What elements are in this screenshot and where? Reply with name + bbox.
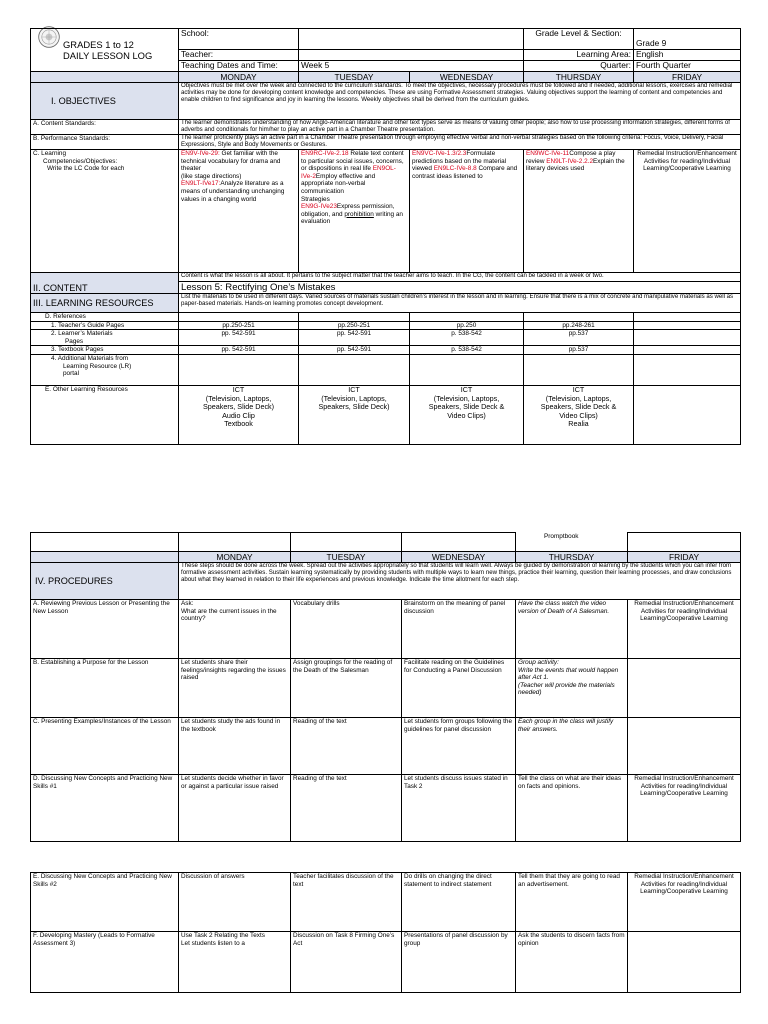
- lesson-log-page-1: [30, 28, 741, 445]
- day-header-tuesday: TUESDAY: [291, 552, 402, 563]
- resource-line: Speakers, Slide Deck): [318, 402, 390, 412]
- performance-standards-label: B. Performance Standards:: [31, 135, 179, 150]
- empty-cell: [179, 533, 291, 552]
- procedure-e-friday: Remedial Instruction/Enhancement Activities for reading/Individual Learning/Cooperative Learning: [628, 873, 741, 932]
- lc-text: Express permission, obligation, and: [301, 203, 395, 218]
- procedures-note: These steps should be done across the week. Spread out the activities appropriately so that students will learn well. Always be guided by demonstration of learning by the students which you can infer from formative assessment activities. Sustain learning systematically by providing students with multiple ways to learn new things, practice their learning, question their learning processes, and draw conclusions about what they learned in relation to their life experiences and previous knowledge. Indicate the time allotment for each step.: [179, 563, 741, 600]
- tg-friday: [634, 321, 741, 330]
- resource-line: Video Clips): [559, 410, 598, 420]
- dates-label: Teaching Dates and Time:: [179, 61, 299, 72]
- resource-line: ICT: [348, 385, 360, 394]
- lc-code: EN9OL-IVe-2: [301, 165, 396, 180]
- empty-cell: [31, 533, 179, 552]
- procedure-text: Write the events that would happen after Act 1.: [518, 666, 619, 682]
- procedure-a-tuesday: Vocabulary drills: [291, 600, 402, 659]
- resource-line: Realia: [568, 419, 589, 429]
- quarter-value: Fourth Quarter: [634, 61, 741, 72]
- tb-wednesday: p. 538-542: [410, 346, 524, 355]
- empty-cell: [299, 313, 410, 322]
- references-label: D. References: [31, 313, 179, 322]
- procedure-d-tuesday: Reading of the text: [291, 775, 402, 842]
- tg-wednesday: pp.250: [410, 321, 524, 330]
- procedure-b-monday: Let students share their feelings/insights regarding the issues raised: [179, 659, 291, 718]
- lc-text: Compose a play review: [526, 150, 616, 165]
- procedure-d-wednesday: Let students discuss issues stated in Task 2: [402, 775, 516, 842]
- procedure-e-monday: Discussion of answers: [179, 873, 291, 932]
- day-header-blank: [31, 72, 179, 83]
- other-resources-tuesday: [299, 385, 410, 444]
- resources-note: List the materials to be used in different days. Varied sources of materials sustain children’s interest in the lesson and in learning. Ensure that there is a mix of concrete and manipulative materials as well as paper-based materials. Hands-on learning promotes concept development.: [179, 294, 741, 313]
- objectives-label: I. OBJECTIVES: [31, 83, 179, 120]
- procedure-e-tuesday: Teacher facilitates discussion of the text: [291, 873, 402, 932]
- other-resources-monday: [179, 385, 299, 444]
- other-resources-label: E. Other Learning Resources: [31, 385, 179, 444]
- procedure-c-wednesday: Let students form groups following the guidelines for panel discussion: [402, 718, 516, 775]
- competencies-wednesday: [410, 150, 524, 273]
- lr-label-line3: portal: [63, 370, 79, 378]
- resource-line: Speakers, Slide Deck &: [540, 402, 617, 412]
- resource-line: ICT: [460, 385, 473, 394]
- procedure-b-tuesday: Assign groupings for the reading of the Death of the Salesman: [291, 659, 402, 718]
- resource-line: Speakers, Slide Deck &: [428, 402, 505, 412]
- procedure-f-monday: [179, 932, 291, 993]
- lesson-log-page-2: [30, 532, 741, 842]
- procedure-b-thursday: [516, 659, 628, 718]
- competencies-monday: [179, 150, 299, 273]
- empty-cell: [628, 718, 741, 775]
- day-header-wednesday: WEDNESDAY: [410, 72, 524, 83]
- tg-monday: pp.250-251: [179, 321, 299, 330]
- lc-code: EN9LT-IVe17:: [181, 180, 221, 188]
- teacher-value: [299, 50, 524, 61]
- lc-code: EN9WC-IVe-11: [526, 150, 570, 157]
- competencies-thursday: [524, 150, 634, 273]
- procedure-c-label: C. Presenting Examples/Instances of the Lesson: [31, 718, 179, 775]
- procedure-a-monday: [179, 600, 291, 659]
- empty-cell: [410, 313, 524, 322]
- tb-monday: pp. 542-591: [179, 346, 299, 355]
- lc-code: EN9V-IVe-29:: [181, 150, 220, 157]
- competencies-friday: Remedial Instruction/Enhancement Activities for reading/Individual Learning/Cooperative Learning: [634, 150, 741, 273]
- lc-code: EN9LC-IVe-8.8: [433, 165, 477, 173]
- day-header-blank: [31, 552, 179, 563]
- procedure-a-thursday: Have the class watch the video version of Death of A Salesman.: [516, 600, 628, 659]
- procedure-text: What are the current issues in the country?: [181, 607, 277, 623]
- dll-title: [31, 29, 179, 72]
- resource-line: Audio Clip: [222, 410, 255, 420]
- teacher-label: Teacher:: [179, 50, 299, 61]
- tg-label: 1. Teacher’s Guide Pages: [31, 321, 179, 330]
- resources-label: III. LEARNING RESOURCES: [31, 294, 179, 313]
- day-header-friday: FRIDAY: [634, 72, 741, 83]
- tb-label: 3. Textbook Pages: [31, 346, 179, 355]
- procedure-f-label: F. Developing Mastery (Leads to Formative Assessment 3): [31, 932, 179, 993]
- lc-code: EN9VC-IVe-1.3/2.3: [412, 150, 467, 157]
- lm-label: [31, 330, 179, 346]
- procedure-text: Use Task 2 Relating the Texts: [181, 932, 265, 939]
- procedure-f-thursday: Ask the students to discern facts from opinion: [516, 932, 628, 993]
- lr-label: [31, 354, 179, 385]
- tg-tuesday: pp.250-251: [299, 321, 410, 330]
- empty-cell: [628, 932, 741, 993]
- competencies-label: [31, 150, 179, 273]
- grade-label: Grade Level & Section:: [524, 29, 634, 50]
- empty-cell: [410, 354, 524, 385]
- lm-monday: pp. 542-591: [179, 330, 299, 346]
- resource-line: Speakers, Slide Deck): [202, 402, 275, 412]
- empty-cell: [628, 533, 741, 552]
- dll-title-line1: GRADES 1 to 12: [63, 39, 134, 50]
- day-header-monday: MONDAY: [179, 552, 291, 563]
- lc-text: Relate text content to particular social issues, concerns, or dispositions in real life: [301, 150, 404, 173]
- procedure-d-friday: Remedial Instruction/Enhancement Activities for reading/Individual Learning/Cooperative Learning: [628, 775, 741, 842]
- procedure-f-tuesday: Discussion on Task 8 Firming One’s Act: [291, 932, 402, 993]
- procedure-b-label: B. Establishing a Purpose for the Lesson: [31, 659, 179, 718]
- dll-title-line2: DAILY LESSON LOG: [63, 50, 153, 61]
- objectives-note: Objectives must be met over the week and connected to the curriculum standards. To meet the objectives, necessary procedures must be followed and if needed, additional lessons, exercises and remedial activities may be done for developing content knowledge and competencies. These are using Formative Assessment strategies. Valuing objectives support the learning of content and competencies and enable children to find significance and joy in learning the lessons. Weekly objectives shall be derived from the curriculum guides.: [179, 83, 741, 120]
- lc-text: Explain the literary devices used: [526, 157, 625, 173]
- lm-label-line1: 2. Learner’s Materials: [51, 330, 113, 338]
- lm-label-line2: Pages: [65, 337, 84, 345]
- resource-line: (Television, Laptops,: [545, 393, 612, 403]
- lesson-title: Lesson 5: Rectifying One’s Mistakes: [179, 282, 741, 294]
- empty-cell: [524, 313, 634, 322]
- other-resources-wednesday: [410, 385, 524, 444]
- lc-code: EN9LT-IVe-2.2.2: [546, 157, 594, 165]
- empty-cell: [179, 354, 299, 385]
- resource-line: (Television, Laptops,: [321, 393, 387, 403]
- procedure-b-wednesday: Facilitate reading on the Guidelines for Conducting a Panel Discussion: [402, 659, 516, 718]
- content-note: Content is what the lesson is all about. It pertains to the subject matter that the teacher aims to teach. In the CG, the content can be tackled in a week or two.: [179, 273, 741, 282]
- school-value: [299, 29, 524, 50]
- procedure-text: Ask:: [181, 600, 194, 607]
- empty-cell: [634, 385, 741, 444]
- procedure-text: Group activity:: [518, 659, 559, 666]
- resource-line: Textbook: [224, 419, 253, 429]
- procedure-c-thursday: Each group in the class will justify their answers.: [516, 718, 628, 775]
- lm-tuesday: pp. 542-591: [299, 330, 410, 346]
- procedures-label: IV. PROCEDURES: [31, 563, 179, 600]
- lc-text: Compare and contrast ideas listened to: [412, 165, 518, 180]
- tb-thursday: pp.537: [524, 346, 634, 355]
- procedure-text: Let students listen to a: [181, 939, 245, 947]
- lm-thursday: pp.537: [524, 330, 634, 346]
- lc-code: EN9G-IVe23: [301, 203, 337, 211]
- day-header-monday: MONDAY: [179, 72, 299, 83]
- procedure-e-wednesday: Do drills on changing the direct statement to indirect statement: [402, 873, 516, 932]
- content-standards-text: The learner demonstrates understanding of how Anglo-American literature and other text types serve as means of valuing other people; also how to use processing information strategies, different forms of adverbs and conditionals for him/her to play an active part in a Chamber Theatre presentation.: [179, 120, 741, 135]
- resource-line: (Television, Laptops,: [433, 393, 500, 403]
- competencies-label-line1: C. Learning: [33, 150, 67, 157]
- empty-cell: [634, 313, 741, 322]
- performance-standards-text: The learner proficiently plays an active part in a Chamber Theatre presentation through employing effective verbal and non-verbal strategies based on the following criteria: Focus, Voice, Delivery, Facial Expressions, Style and Body Movements or Gestures.: [179, 135, 741, 150]
- resource-line: ICT: [572, 385, 585, 394]
- competencies-tuesday: [299, 150, 410, 273]
- procedure-e-thursday: Tell them that they are going to read an advertisement.: [516, 873, 628, 932]
- procedure-d-monday: Let students decide whether in favor or against a particular issue raised: [179, 775, 291, 842]
- grade-value: Grade 9: [634, 29, 741, 50]
- procedure-e-label: E. Discussing New Concepts and Practicing New Skills #2: [31, 873, 179, 932]
- empty-cell: [634, 354, 741, 385]
- resource-line: (Television, Laptops,: [205, 393, 272, 403]
- resource-line: Video Clips): [447, 410, 486, 420]
- empty-cell: [291, 533, 402, 552]
- procedure-c-monday: Let students study the ads found in the textbook: [179, 718, 291, 775]
- area-value: English: [634, 50, 741, 61]
- procedure-text: (Teacher will provide the materials needed): [518, 681, 615, 697]
- day-header-thursday: THURSDAY: [524, 72, 634, 83]
- day-header-wednesday: WEDNESDAY: [402, 552, 516, 563]
- lc-code: EN9RC-IVe-2.18: [301, 150, 349, 157]
- resource-line: ICT: [232, 385, 245, 394]
- lr-label-line1: 4. Additional Materials from: [51, 354, 129, 362]
- dates-value: Week 5: [299, 61, 524, 72]
- procedure-d-label: D. Discussing New Concepts and Practicing New Skills #1: [31, 775, 179, 842]
- lm-friday: [634, 330, 741, 346]
- promptbook-text: Promptbook: [516, 533, 628, 552]
- content-standards-label: A. Content Standards:: [31, 120, 179, 135]
- other-resources-thursday: [524, 385, 634, 444]
- lc-text: Get familiar with the technical vocabulary for drama and theater: [181, 150, 281, 173]
- tg-thursday: pp.248-261: [524, 321, 634, 330]
- lm-wednesday: p. 538-542: [410, 330, 524, 346]
- day-header-thursday: THURSDAY: [516, 552, 628, 563]
- empty-cell: [524, 354, 634, 385]
- procedure-a-friday: Remedial Instruction/Enhancement Activities for reading/Individual Learning/Cooperative Learning: [628, 600, 741, 659]
- area-label: Learning Area:: [524, 50, 634, 61]
- quarter-label: Quarter:: [524, 61, 634, 72]
- procedure-d-thursday: Tell the class on what are their ideas on facts and opinions.: [516, 775, 628, 842]
- procedure-a-label: A. Reviewing Previous Lesson or Presenting the New Lesson: [31, 600, 179, 659]
- day-header-tuesday: TUESDAY: [299, 72, 410, 83]
- empty-cell: [179, 313, 299, 322]
- lc-text: Strategies: [301, 195, 330, 203]
- school-label: School:: [179, 29, 299, 50]
- day-header-friday: FRIDAY: [628, 552, 741, 563]
- content-label: II. CONTENT: [31, 273, 179, 294]
- lr-label-line2: Learning Resource (LR): [63, 362, 132, 370]
- lesson-log-page-2-continued: [30, 872, 741, 993]
- lc-text: (like stage directions): [181, 172, 242, 180]
- empty-cell: [628, 659, 741, 718]
- competencies-label-line3: Write the LC Code for each: [47, 165, 125, 173]
- lc-text: Analyze literature as a means of understanding unchanging values in a changing world: [181, 180, 285, 203]
- procedure-f-wednesday: Presentations of panel discussion by group: [402, 932, 516, 993]
- lc-text: Employ effective and appropriate non-verbal communication: [301, 172, 376, 195]
- competencies-label-line2: Competencies/Objectives:: [43, 157, 118, 165]
- lc-text: prohibition: [344, 210, 374, 218]
- lc-text: writing an evaluation: [301, 210, 403, 226]
- empty-cell: [402, 533, 516, 552]
- procedure-a-wednesday: Brainstorm on the meaning of panel discussion: [402, 600, 516, 659]
- tb-friday: [634, 346, 741, 355]
- empty-cell: [299, 354, 410, 385]
- tb-tuesday: pp. 542-591: [299, 346, 410, 355]
- lc-text: Formulate predictions based on the material viewed: [412, 150, 507, 173]
- procedure-c-tuesday: Reading of the text: [291, 718, 402, 775]
